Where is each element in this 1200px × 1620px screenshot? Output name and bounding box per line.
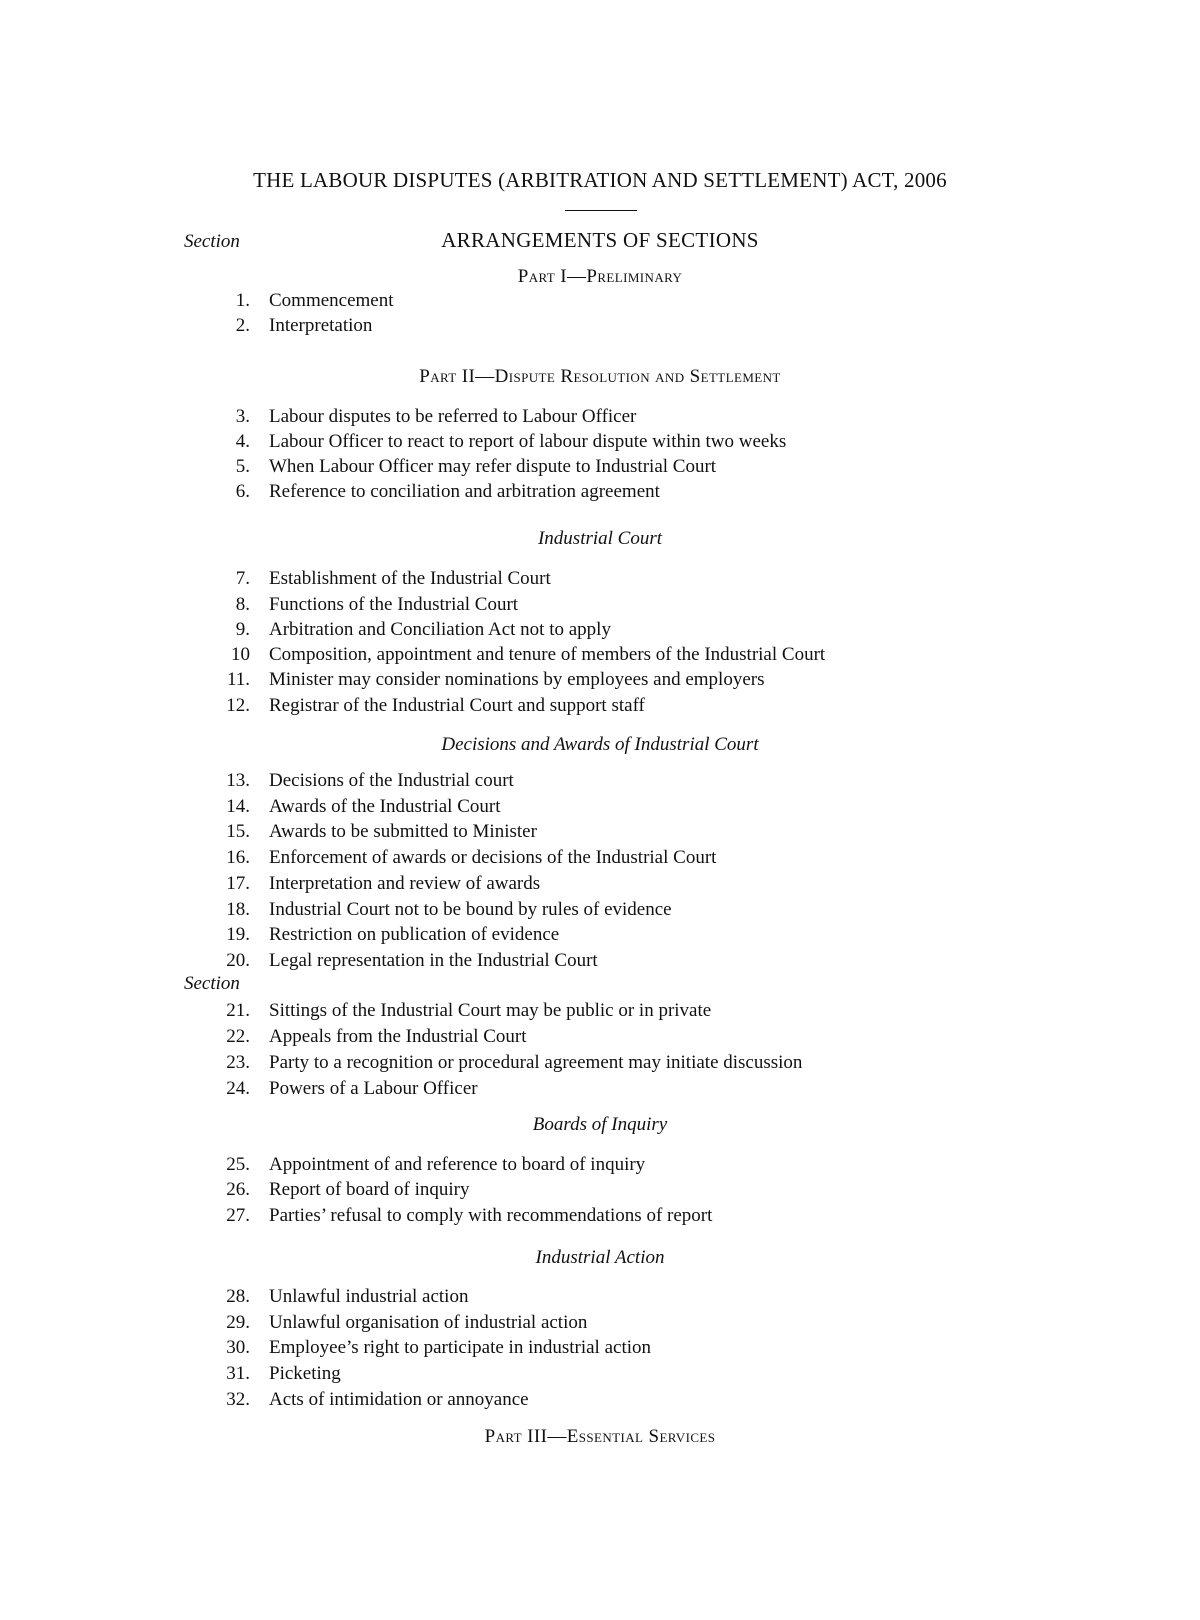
- toc-entry: [0, 1076, 1000, 1102]
- section-number: 14.: [226, 796, 250, 817]
- toc-entry: [0, 667, 1000, 693]
- section-number: 10: [231, 644, 250, 665]
- section-number: 5.: [235, 456, 250, 477]
- toc-entry: [0, 1152, 1000, 1178]
- toc-entry: [0, 693, 1000, 719]
- section-number: 16.: [226, 847, 250, 868]
- section-number: 22.: [226, 1026, 250, 1047]
- part-2-heading: Part II—Dispute Resolution and Settlement: [419, 366, 781, 387]
- section-number: 31.: [226, 1363, 250, 1384]
- section-title: Composition, appointment and tenure of members of the Industrial Court: [269, 644, 826, 665]
- section-number: 28.: [226, 1286, 250, 1307]
- toc-entry: [0, 948, 1000, 974]
- section-number: 26.: [226, 1179, 250, 1200]
- section-title: Report of board of inquiry: [269, 1179, 470, 1200]
- section-title: Labour disputes to be referred to Labour Officer: [269, 406, 637, 427]
- section-title: Interpretation: [269, 315, 373, 336]
- toc-entry: [0, 313, 1000, 339]
- decisions-awards-heading: Decisions and Awards of Industrial Court: [441, 734, 759, 755]
- section-number: 27.: [226, 1205, 250, 1226]
- section-number: 19.: [226, 924, 250, 945]
- toc-entry: [0, 845, 1000, 871]
- toc-entry: [0, 897, 1000, 923]
- section-column-label: Section: [184, 231, 240, 252]
- section-number: 3.: [235, 406, 250, 427]
- section-title: Establishment of the Industrial Court: [269, 568, 551, 589]
- section-title: When Labour Officer may refer dispute to Industrial Court: [269, 456, 717, 477]
- toc-entry: [0, 288, 1000, 314]
- section-number: 11.: [226, 669, 250, 690]
- section-column-label-repeat: Section: [184, 973, 240, 994]
- arrangements-heading: ARRANGEMENTS OF SECTIONS: [441, 228, 759, 252]
- section-title: Labour Officer to react to report of labour dispute within two weeks: [269, 431, 787, 452]
- section-title: Acts of intimidation or annoyance: [269, 1389, 529, 1410]
- toc-entry: [0, 454, 1000, 480]
- section-number: 32.: [226, 1389, 250, 1410]
- toc-entry: [0, 1335, 1000, 1361]
- section-number: 8.: [235, 594, 250, 615]
- section-number: 20.: [226, 950, 250, 971]
- toc-entry: [0, 1024, 1000, 1050]
- toc-entry: [0, 404, 1000, 430]
- section-title: Appeals from the Industrial Court: [269, 1026, 527, 1047]
- section-number: 1.: [235, 290, 250, 311]
- part-3-heading: Part III—Essential Services: [484, 1426, 716, 1447]
- section-number: 7.: [235, 568, 250, 589]
- section-title: Enforcement of awards or decisions of the Industrial Court: [269, 847, 717, 868]
- section-number: 4.: [235, 431, 250, 452]
- section-number: 23.: [226, 1052, 250, 1073]
- toc-entry: [0, 617, 1000, 643]
- section-title: Decisions of the Industrial court: [269, 770, 514, 791]
- section-number: 17.: [226, 873, 250, 894]
- toc-entry: [0, 429, 1000, 455]
- section-title: Restriction on publication of evidence: [269, 924, 560, 945]
- section-title: Unlawful industrial action: [269, 1286, 469, 1307]
- industrial-action-heading: Industrial Action: [535, 1247, 665, 1268]
- section-number: 6.: [235, 481, 250, 502]
- boards-inquiry-heading: Boards of Inquiry: [532, 1114, 668, 1135]
- section-number: 12.: [226, 695, 250, 716]
- section-number: 9.: [235, 619, 250, 640]
- section-title: Party to a recognition or procedural agreement may initiate discussion: [269, 1052, 803, 1073]
- toc-entry: [0, 1284, 1000, 1310]
- section-number: 29.: [226, 1312, 250, 1333]
- toc-entry: [0, 998, 1000, 1024]
- toc-entry: [0, 768, 1000, 794]
- industrial-court-heading: Industrial Court: [537, 528, 663, 549]
- section-title: Awards of the Industrial Court: [269, 796, 501, 817]
- toc-entry: [0, 1050, 1000, 1076]
- document-title: THE LABOUR DISPUTES (ARBITRATION AND SETTLEMENT) ACT, 2006: [253, 168, 947, 192]
- toc-entry: [0, 592, 1000, 618]
- title-rule: [565, 210, 637, 211]
- toc-entry: [0, 1203, 1000, 1229]
- section-number: 15.: [226, 821, 250, 842]
- section-title: Picketing: [269, 1363, 341, 1384]
- toc-entry: [0, 1177, 1000, 1203]
- section-title: Interpretation and review of awards: [269, 873, 541, 894]
- section-title: Parties’ refusal to comply with recommendations of report: [269, 1205, 713, 1226]
- section-number: 21.: [226, 1000, 250, 1021]
- section-title: Unlawful organisation of industrial action: [269, 1312, 588, 1333]
- toc-entry: [0, 566, 1000, 592]
- toc-entry: [0, 871, 1000, 897]
- section-title: Minister may consider nominations by employees and employers: [269, 669, 765, 690]
- section-title: Registrar of the Industrial Court and support staff: [269, 695, 645, 716]
- toc-entry: [0, 1387, 1000, 1413]
- toc-entry: [0, 642, 1000, 668]
- section-number: 30.: [226, 1337, 250, 1358]
- section-number: 2.: [235, 315, 250, 336]
- section-title: Legal representation in the Industrial Court: [269, 950, 598, 971]
- part-1-heading: Part I—Preliminary: [517, 266, 683, 287]
- toc-entry: [0, 819, 1000, 845]
- toc-entry: [0, 794, 1000, 820]
- section-title: Appointment of and reference to board of inquiry: [269, 1154, 646, 1175]
- section-number: 25.: [226, 1154, 250, 1175]
- toc-entry: [0, 1310, 1000, 1336]
- section-title: Arbitration and Conciliation Act not to apply: [269, 619, 611, 640]
- section-title: Functions of the Industrial Court: [269, 594, 519, 615]
- section-number: 13.: [226, 770, 250, 791]
- section-title: Sittings of the Industrial Court may be public or in private: [269, 1000, 712, 1021]
- section-number: 18.: [226, 899, 250, 920]
- section-title: Employee’s right to participate in industrial action: [269, 1337, 652, 1358]
- section-title: Commencement: [269, 290, 394, 311]
- toc-entry: [0, 1361, 1000, 1387]
- section-number: 24.: [226, 1078, 250, 1099]
- toc-entry: [0, 922, 1000, 948]
- section-title: Awards to be submitted to Minister: [269, 821, 537, 842]
- section-title: Powers of a Labour Officer: [269, 1078, 478, 1099]
- section-title: Industrial Court not to be bound by rules of evidence: [269, 899, 672, 920]
- section-title: Reference to conciliation and arbitration agreement: [269, 481, 660, 502]
- toc-entry: [0, 479, 1000, 505]
